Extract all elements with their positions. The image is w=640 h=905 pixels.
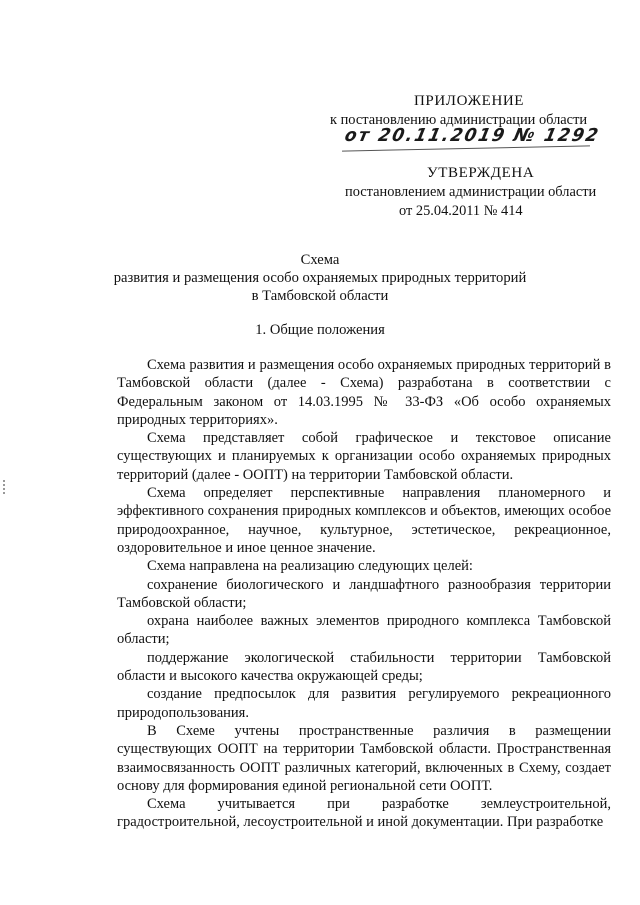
margin-mark [3, 480, 8, 494]
document-title-line2: развития и размещения особо охраняемых природных территорий [113, 270, 527, 286]
paragraph: Схема направлена на реализацию следующих целей: [147, 558, 473, 575]
document-title-line3: в Тамбовской области [251, 288, 389, 304]
appendix-title: ПРИЛОЖЕНИЕ [414, 93, 525, 109]
appendix-reference: к постановлению администрации области [330, 112, 588, 128]
handwritten-date-number: от 20.11.2019 № 1292 [342, 125, 602, 147]
list-item: поддержание экологической стабильности территории Тамбовской области и высокого качества окружающей среды; [117, 649, 611, 685]
body-text [117, 356, 611, 832]
document-title-line1: Схема [300, 252, 340, 268]
paragraph: Схема развития и размещения особо охраняемых природных территорий в Тамбовской области (далее - Схема) разработана в соответствии с Федеральным законом от 14.03.1995 № 33-ФЗ «Об особо охраняемых природных территориях». [117, 357, 611, 428]
paragraph: Схема определяет перспективные направления планомерного и эффективного сохранения природных комплексов и объектов, имеющих особое природоохранное, научное, культурное, эстетическое, рекреационное, оздоровительное и иное ценное значение. [117, 485, 611, 556]
approved-date-line: от 25.04.2011 № 414 [399, 203, 523, 219]
section-heading: 1. Общие положения [255, 322, 385, 338]
list-item: охрана наиболее важных элементов природного комплекса Тамбовской области; [117, 613, 611, 648]
paragraph: Схема представляет собой графическое и текстовое описание существующих и планируемых к организации особо охраняемых природных территорий (далее - ООПТ) на территории Тамбовской области. [117, 430, 611, 483]
paragraph: В Схеме учтены пространственные различия в размещении существующих ООПТ на территории Тамбовской области. Пространственная взаимосвязанность ООПТ различных категорий, включенных в Схему, создает основу для формирования единой региональной сети ООПТ. [117, 722, 611, 794]
list-item: создание предпосылок для развития регулируемого рекреационного природопользования. [117, 686, 611, 721]
approved-by-line: постановлением администрации области [345, 184, 597, 200]
approved-title: УТВЕРЖДЕНА [427, 165, 535, 181]
paragraph: Схема учитывается при разработке землеустроительной, градостроительной, лесоустроительной и иной документации. При разработке [117, 796, 611, 831]
list-item: сохранение биологического и ландшафтного разнообразия территории Тамбовской области; [117, 576, 611, 611]
